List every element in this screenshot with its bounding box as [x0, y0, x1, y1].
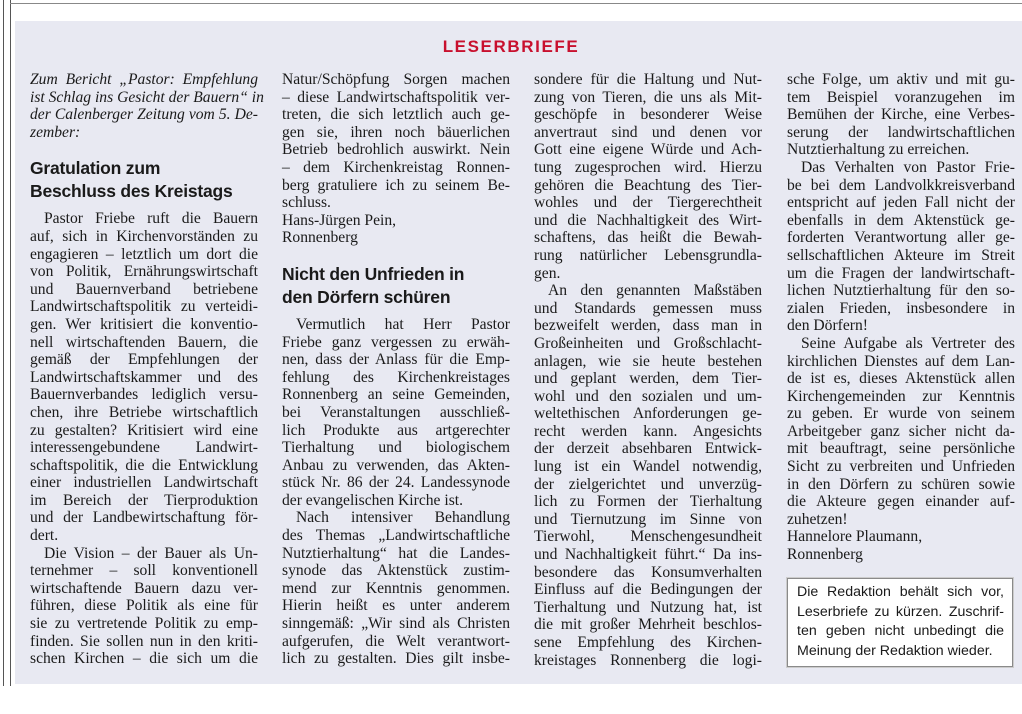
text-line: tung zugesprochen wird. Hierzu	[534, 158, 762, 176]
text-line: fehlung des Kirchenkreistages	[282, 368, 510, 386]
text-line: Nach intensiver Behandlung	[296, 509, 510, 527]
text-line: synode das Aktenstück zustim-	[282, 562, 510, 580]
text-line: interessengebundene Landwirt-	[30, 439, 258, 457]
text-line: anvertraut sind und denen vor	[534, 123, 762, 141]
column-2	[282, 71, 510, 668]
text-line: Landwirtschaftspolitik zu verteidi-	[30, 298, 258, 316]
text-line: Das Verhalten von Pastor Frie-	[801, 158, 1015, 176]
text-line: die mit großer Mehrheit beschlos-	[534, 616, 762, 634]
text-line: den Dörfern!	[787, 317, 868, 335]
text-line: Hierin heißt es unter anderem	[282, 597, 510, 615]
text-line: der derzeit absehbaren Entwick-	[534, 440, 762, 458]
paragraph	[282, 316, 510, 510]
text-line: Sicht zu verbreiten und Unfrieden	[787, 458, 1015, 476]
text-line: und Tiernutzung im Sinne von	[534, 510, 762, 528]
text-line: gehören die Beachtung des Tier-	[534, 176, 762, 194]
text-line: Kirchengemeinden zur Kenntnis	[787, 387, 1015, 405]
text-line: im Bereich der Tierproduktion	[30, 491, 258, 509]
text-line: engagieren – letztlich um dort die	[30, 245, 258, 263]
paragraph	[30, 210, 258, 544]
page-border-top	[10, 3, 1022, 4]
text-line: wirtschaftende Bauern dazu ver-	[30, 579, 258, 597]
headline-line: Beschluss des Kreistags	[30, 181, 233, 202]
text-line: sche Folge, um aktiv und mit gu-	[787, 71, 1015, 88]
text-line: in den Dörfern zu schüren sowie	[787, 475, 1015, 493]
text-line: schluss.	[282, 194, 331, 212]
text-line: Großeinheiten und Großschlacht-	[534, 334, 762, 352]
text-line: rung natürlicher Lebensgrundla-	[534, 246, 762, 264]
text-line: bezweifelt werden, dass man in	[534, 317, 762, 335]
text-line: Einfluss auf die Bedingungen der	[534, 581, 762, 599]
text-line: von Politik, Ernährungswirtschaft	[30, 263, 258, 281]
text-line: und der Landbewirtschaftung för-	[30, 509, 258, 527]
text-line: berg gratuliere ich zu seinem Be-	[282, 176, 510, 194]
column-1	[30, 71, 264, 668]
text-line: zuhetzen!	[787, 510, 848, 528]
text-line: sene Empfehlung des Kirchen-	[534, 634, 762, 651]
text-line: sie zu vertretende Politik zu emp-	[30, 615, 258, 633]
letter-signature	[282, 212, 510, 247]
text-line: ternehmer – soll konventionell	[30, 562, 258, 580]
text-line: Seine Aufgabe als Vertreter des	[801, 334, 1015, 352]
text-line: Anbau zu verwenden, das Akten-	[282, 456, 510, 474]
text-line: – diese Landwirtschaftspolitik ver-	[282, 88, 510, 106]
text-line: Friebe ganz vergessen zu erwäh-	[282, 333, 510, 351]
text-line: kreistages Ronnenberg die logi-	[534, 651, 762, 669]
text-line: aufgerufen, die Welt verantwort-	[282, 632, 510, 650]
column-3	[534, 71, 762, 669]
text-line: forderten Verantwortung aller ge-	[787, 229, 1015, 247]
section-title: LESERBRIEFE	[442, 37, 580, 56]
editorial-notice-box	[787, 578, 1013, 667]
headline-line: Gratulation zum	[30, 158, 161, 179]
text-line: finden. Sie sollen nun in den kriti-	[30, 632, 258, 650]
text-line: Nutztierhaltung zu erreichen.	[787, 141, 970, 159]
text-line: Tierhaltung und Nutzung hat, ist	[534, 598, 762, 616]
notice-line: Meinung der Redaktion wieder.	[797, 642, 993, 659]
text-line: Bauernverbandes lediglich versu-	[30, 386, 258, 404]
paragraph	[282, 509, 510, 667]
text-line: zu geben. Er wurde von seinem	[787, 405, 1015, 423]
text-line: und Nachhaltigkeit führt.“ Da ins-	[534, 546, 762, 564]
text-line: nell wirtschaftenden Bauern, die	[30, 333, 258, 351]
text-line: Tierwohl, Menschengesundheit	[534, 528, 762, 546]
text-line: zember:	[30, 123, 81, 141]
text-line: Vermutlich hat Herr Pastor	[296, 315, 510, 333]
text-line: ist Schlag ins Gesicht der Bauern“ in	[30, 88, 264, 106]
paragraph	[787, 159, 1015, 335]
text-line: der zielgerichtet und unverzüg-	[534, 475, 762, 493]
text-line: Landwirtschaftskammer und des	[30, 368, 258, 386]
text-line: Bemühen der Kirche, eine Verbes-	[787, 106, 1015, 124]
text-line: Pastor Friebe ruft die Bauern	[44, 210, 258, 228]
text-line: geschöpfe in besonderer Weise	[534, 106, 762, 124]
paragraph	[30, 545, 258, 668]
paragraph	[787, 335, 1015, 529]
letter-headline	[282, 263, 510, 309]
text-line: besondere das Konsumverhalten	[534, 563, 762, 581]
text-line: der Calenberger Zeitung vom 5. De-	[30, 106, 258, 124]
text-line: recht werden kann. Angesichts	[534, 422, 762, 440]
reference-intro	[30, 71, 264, 141]
text-line: bei Veranstaltungen ausschließ-	[282, 403, 510, 421]
text-line: lich Produkte aus artgerechter	[282, 421, 510, 439]
text-line: serung der landwirtschaftlichen	[787, 123, 1015, 141]
text-line: die Akteure gegen einander auf-	[787, 493, 1015, 511]
text-line: entspricht auf jeden Fall nicht der	[787, 194, 1015, 212]
signature-line: Ronnenberg	[787, 546, 863, 564]
text-line: und geplant werden, dem Tier-	[534, 370, 762, 388]
signature-line: Hans-Jürgen Pein,	[282, 211, 397, 229]
text-line: wohl und den sozialen und um-	[534, 387, 762, 405]
text-line: zu gestalten? Kritisiert wird eine	[30, 421, 258, 439]
signature-line: Ronnenberg	[282, 229, 358, 247]
text-line: und die Nachhaltigkeit des Wirt-	[534, 211, 762, 229]
text-line: weltethischen Anforderungen ge-	[534, 405, 762, 423]
text-line: Ronnenberg an seine Gemeinden,	[282, 386, 510, 404]
text-line: Zum Bericht „Pastor: Empfehlung	[30, 71, 258, 88]
text-line: ebenfalls in dem Aktenstück ge-	[787, 211, 1015, 229]
text-line: kirchlichen Dienstes auf dem Lan-	[787, 352, 1015, 370]
text-line: be bei dem Landvolkkreisverband	[787, 176, 1015, 194]
notice-line: Leserbriefe zu kürzen. Zuschrif-	[797, 603, 1004, 620]
text-line: Tierhaltung und biologischem	[282, 439, 510, 457]
headline-line: den Dörfern schüren	[282, 286, 451, 307]
text-line: auf, sich in Kirchenvorständen zu	[30, 227, 258, 245]
headline-line: Nicht den Unfrieden in	[282, 263, 465, 284]
text-line: sellschaftlichen Akteure im Streit	[787, 246, 1015, 264]
text-line: des Themas „Landwirtschaftliche	[282, 527, 510, 545]
page-border-left-inner	[10, 0, 11, 686]
text-line: Die Vision – der Bauer als Un-	[44, 544, 258, 562]
column-4	[787, 71, 1015, 564]
text-line: mit beauftragt, seine persönliche	[787, 440, 1015, 458]
text-line: chen, ihre Betriebe wirtschaftlich	[30, 403, 258, 421]
text-line: und Bauernverband betriebene	[30, 280, 258, 298]
text-line: Natur/Schöpfung Sorgen machen	[282, 71, 510, 88]
letter-headline	[30, 157, 258, 203]
text-line: lung ist ein Wandel notwendig,	[534, 458, 762, 476]
text-line: schaftspolitik, die die Entwicklung	[30, 456, 258, 474]
text-line: sinngemäß: „Wir sind als Christen	[282, 615, 510, 633]
text-line: anlagen, wie sie heute bestehen	[534, 352, 762, 370]
text-line: stück Nr. 86 der 24. Landessynode	[282, 474, 510, 492]
text-line: wohles und der Tiergerechtheit	[534, 194, 762, 212]
text-line: tem Beispiel voranzugehen im	[787, 88, 1015, 106]
paragraph	[534, 282, 762, 669]
text-line: lich zu gestalten. Dies gilt insbe-	[282, 650, 510, 668]
text-line: de ist es, dieses Aktenstück allen	[787, 370, 1015, 388]
text-line: – dem Kirchenkreistag Ronnen-	[282, 158, 510, 176]
text-line: um die Fragen der landwirtschaft-	[787, 264, 1015, 282]
text-line: Nutztierhaltung“ hat die Landes-	[282, 544, 510, 562]
paragraph	[534, 71, 762, 282]
notice-line: Die Redaktion behält sich vor,	[797, 584, 1004, 600]
letter-signature	[787, 528, 1015, 563]
text-line: führen, diese Politik als eine für	[30, 597, 258, 615]
signature-line: Hannelore Plaumann,	[787, 528, 923, 546]
text-line: schaftens, das heißt die Bewah-	[534, 229, 762, 247]
text-line: treten, die sich letztlich auch ge-	[282, 106, 510, 124]
text-line: und Standards gemessen muss	[534, 299, 762, 317]
text-line: nen, dass der Anlass für die Emp-	[282, 351, 510, 369]
text-line: lich zu Formen der Tierhaltung	[534, 493, 762, 511]
text-line: Gott eine eigene Würde und Ach-	[534, 141, 762, 159]
paragraph	[282, 71, 510, 212]
text-line: gen.	[534, 264, 561, 282]
text-line: mend zur Kenntnis genommen.	[282, 579, 510, 597]
text-line: schen Kirchen – die sich um die	[30, 650, 258, 668]
page-border-left-outer	[3, 0, 4, 686]
text-line: der evangelischen Kirche ist.	[282, 491, 463, 509]
paragraph	[787, 71, 1015, 159]
text-line: gen sie, ihren noch bäuerlichen	[282, 123, 510, 141]
text-line: zialen Frieden, insbesondere in	[787, 299, 1015, 317]
text-line: lichen Nutztierhaltung für den so-	[787, 282, 1015, 300]
text-line: Betrieb bedrohlich auswirkt. Nein	[282, 141, 510, 159]
notice-line: ten geben nicht unbedingt die	[797, 623, 1004, 639]
text-line: zung von Tieren, die uns als Mit-	[534, 88, 762, 106]
text-line: Arbeitgeber ganz sicher nicht da-	[787, 422, 1015, 440]
text-line: gemäß der Empfehlungen der	[30, 351, 258, 369]
text-line: einer industriellen Landwirtschaft	[30, 474, 258, 492]
text-line: dert.	[30, 527, 59, 545]
text-line: sondere für die Haltung und Nut-	[534, 71, 762, 88]
text-line: An den genannten Maßstäben	[548, 282, 762, 300]
text-line: gen. Wer kritisiert die konventio-	[30, 315, 258, 333]
